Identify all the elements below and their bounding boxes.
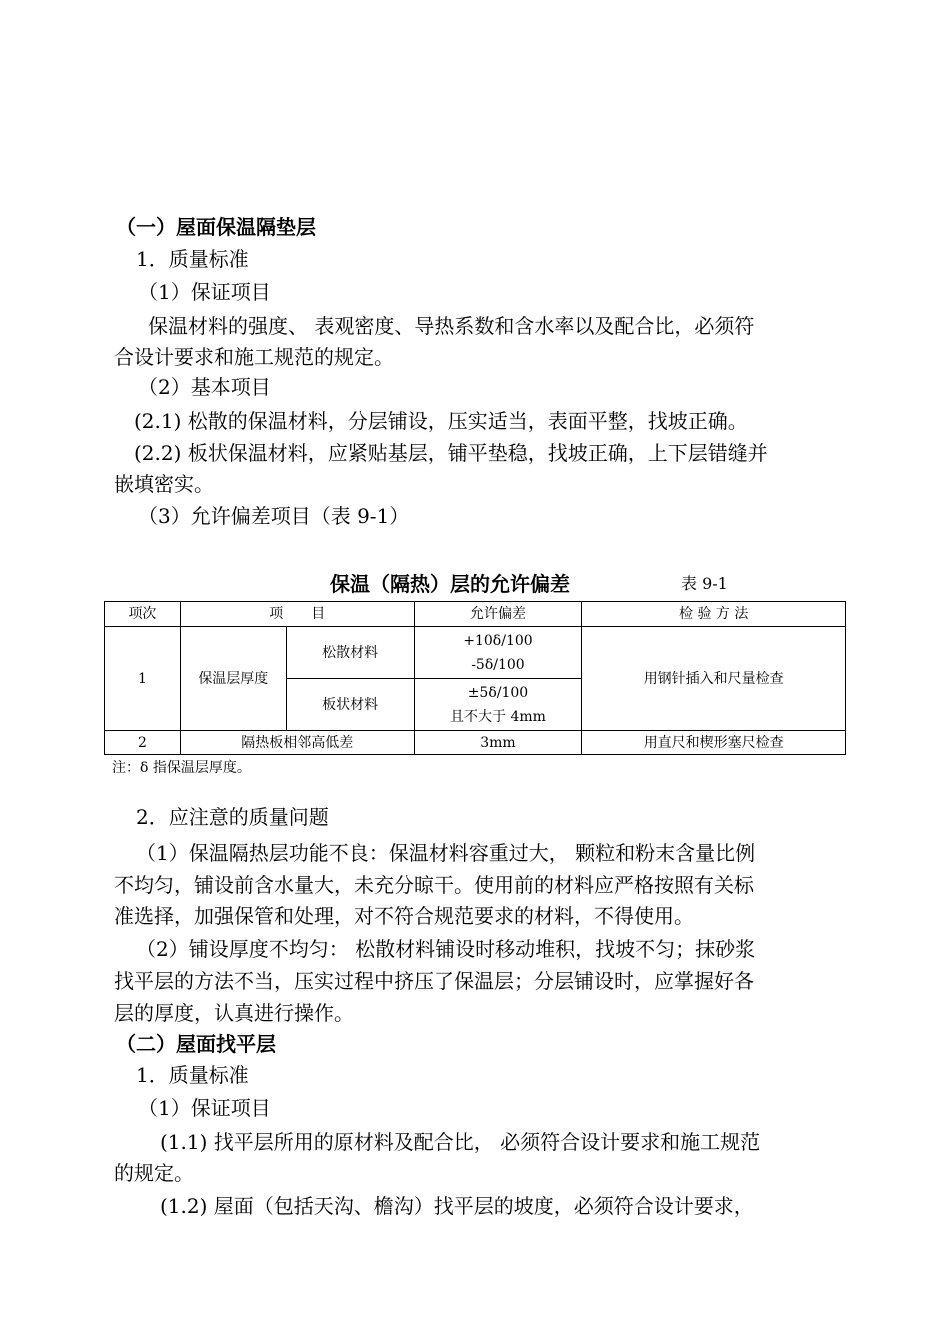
table-cell: 1: [105, 627, 181, 731]
table-number: 表 9-1: [681, 574, 728, 593]
table-header-cell: 允许偏差: [414, 602, 582, 627]
subheading-allowed-deviation: （3）允许偏差项目（表 9-1）: [138, 504, 410, 528]
table-cell: 3mm: [414, 731, 582, 755]
subheading-quality-issues: 2．应注意的质量问题: [136, 805, 329, 829]
paragraph-text: 层的厚度，认真进行操作。: [114, 1001, 354, 1025]
paragraph-text: 嵌填密实。: [114, 472, 214, 496]
paragraph-text: 找平层的方法不当，压实过程中挤压了保温层；分层铺设时，应掌握好各: [114, 969, 754, 993]
paragraph-text: 保温材料的强度、 表观密度、导热系数和含水率以及配合比，必须符: [148, 314, 755, 338]
table-header-cell: 项次: [105, 602, 181, 627]
paragraph-text: 准选择，加强保管和处理，对不符合规范要求的材料，不得使用。: [114, 904, 694, 928]
cell-line: +10δ/100: [463, 632, 533, 649]
table-cell: 2: [105, 731, 181, 755]
paragraph-text: (1.1) 找平层所用的原材料及配合比， 必须符合设计要求和施工规范: [160, 1130, 761, 1154]
subheading-basic-items: （2）基本项目: [138, 375, 271, 399]
paragraph-text: (2.2) 板状保温材料，应紧贴基层，铺平垫稳，找坡正确，上下层错缝并: [134, 441, 768, 465]
table-row: [105, 731, 846, 755]
paragraph-text: （2）铺设厚度不均匀： 松散材料铺设时移动堆积，找坡不匀；抹砂浆: [136, 937, 756, 961]
section-heading-1: （一）屋面保温隔垫层: [116, 215, 316, 239]
table-cell: [414, 627, 582, 679]
subheading-quality-standard: 1．质量标准: [136, 1063, 249, 1087]
table-cell: 松散材料: [286, 627, 414, 679]
table-cell: 板状材料: [286, 679, 414, 731]
deviation-table: [104, 601, 846, 755]
cell-line: -5δ/100: [471, 656, 525, 673]
table-cell: 用直尺和楔形塞尺检查: [582, 731, 846, 755]
paragraph-text: （1）保温隔热层功能不良：保温材料容重过大， 颗粒和粉末含量比例: [136, 841, 756, 865]
table-header-cell: 项 目: [180, 602, 414, 627]
table-cell: 隔热板相邻高低差: [180, 731, 414, 755]
table-cell: 保温层厚度: [180, 627, 286, 731]
table-header-cell: 检 验 方 法: [582, 602, 846, 627]
subheading-guarantee-items: （1）保证项目: [138, 1096, 271, 1120]
table-note: 注：δ 指保温层厚度。: [112, 760, 251, 776]
table-row: [105, 627, 846, 679]
table-cell: 用钢针插入和尺量检查: [582, 627, 846, 731]
paragraph-text: 合设计要求和施工规范的规定。: [114, 345, 394, 369]
paragraph-text: (1.2) 屋面（包括天沟、檐沟）找平层的坡度，必须符合设计要求，: [160, 1194, 754, 1218]
table-caption: 保温（隔热）层的允许偏差: [330, 572, 570, 596]
paragraph-text: 不均匀，铺设前含水量大，未充分晾干。使用前的材料应严格按照有关标: [114, 873, 754, 897]
table-header-row: [105, 602, 846, 627]
subheading-guarantee-items: （1）保证项目: [138, 280, 271, 304]
paragraph-text: 的规定。: [114, 1161, 194, 1185]
cell-line: ±5δ/100: [467, 684, 529, 701]
table-cell: [414, 679, 582, 731]
paragraph-text: (2.1) 松散的保温材料，分层铺设，压实适当，表面平整，找坡正确。: [134, 409, 748, 433]
subheading-quality-standard: 1．质量标准: [136, 247, 249, 271]
cell-line: 且不大于 4mm: [450, 708, 546, 725]
section-heading-2: （二）屋面找平层: [116, 1032, 276, 1056]
